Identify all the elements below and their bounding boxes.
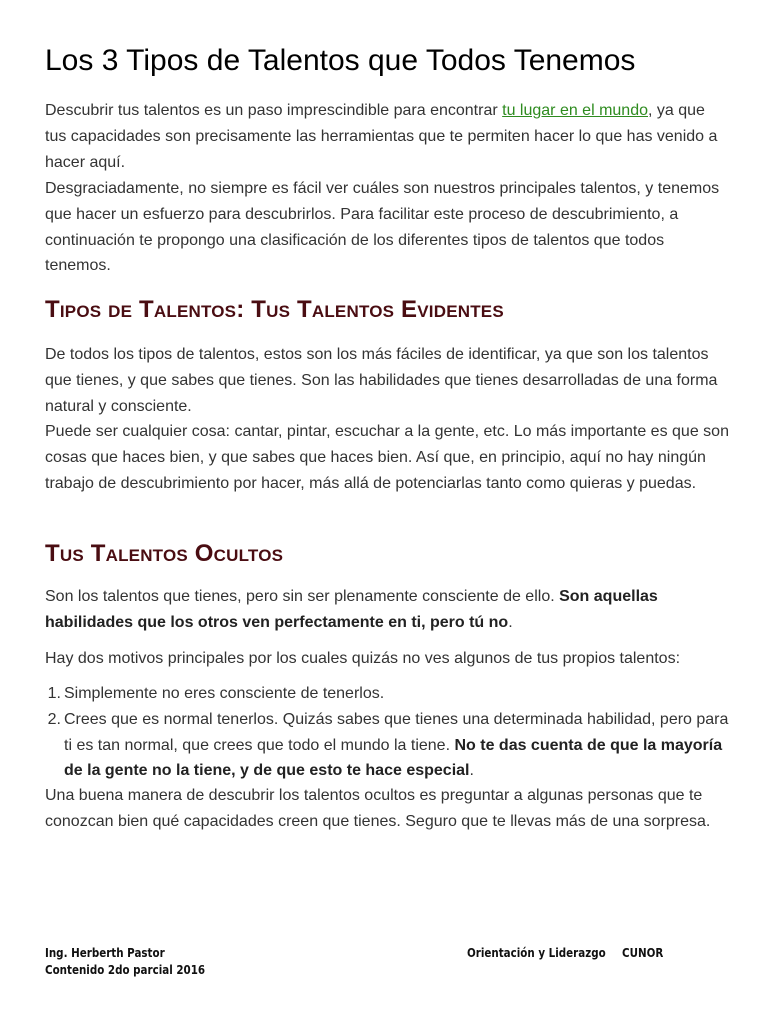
intro-text-before-link: Descubrir tus talentos es un paso imprescindible para encontrar: [45, 102, 503, 119]
list-item: [45, 681, 730, 707]
footer-author: Ing. Herberth Pastor: [45, 946, 165, 960]
section-heading-ocultos: Tus Talentos Ocultos: [45, 540, 284, 567]
evidentes-paragraph-1: De todos los tipos de talentos, estos son los más fáciles de identificar, ya que son los talentos que tienes, y que sabes que tienes. Son las habilidades que tienes desarrolladas de una forma natural y consciente.: [45, 346, 718, 415]
list-item-text: [64, 681, 730, 707]
list-item-number: 2.: [47, 710, 61, 728]
list-item-number: 1.: [47, 685, 61, 702]
list-item-period: .: [469, 762, 474, 780]
footer-course: Orientación y Liderazgo: [467, 946, 606, 960]
ocultos-paragraph-3: Una buena manera de descubrir los talentos ocultos es preguntar a algunas personas que te conozcan bien qué capacidades creen que tienes. Seguro que te llevas más de una sorpresa.: [45, 787, 711, 830]
page-title: Los 3 Tipos de Talentos que Todos Tenemos: [45, 44, 636, 77]
ocultos-paragraph-1: [45, 584, 730, 636]
ocultos-period: .: [508, 613, 513, 631]
footer-content: Contenido 2do parcial 2016: [45, 963, 206, 977]
list-item: [45, 707, 730, 784]
evidentes-paragraph-2: Puede ser cualquier cosa: cantar, pintar, escuchar a la gente, etc. Lo más importante es que son cosas que haces bien, y que sabes que haces bien. Así que, en principio, aquí no hay ningún trabajo de descubrimiento por hacer, más allá de potenciarlas tanto como quieras y puedas.: [45, 423, 729, 492]
ocultos-text: Son los talentos que tienes, pero sin ser plenamente consciente de ello.: [45, 588, 560, 605]
footer-left: [45, 945, 205, 979]
intro-text-after-link: , ya que tus capacidades son precisamente las herramientas que te permiten hacer lo que has venido a hacer aquí.: [45, 102, 718, 171]
intro-paragraph-2: Desgraciadamente, no siempre es fácil ver cuáles son nuestros principales talentos, y tenemos que hacer un esfuerzo para descubrirlos. Para facilitar este proceso de descubrimiento, a continuación te propongo una clasificación de los diferentes tipos de talentos que todos tenemos.: [45, 180, 720, 275]
section-heading-evidentes: Tipos de Talentos: Tus Talentos Evidentes: [45, 296, 504, 323]
ocultos-bold-text: Son aquellas habilidades que los otros ven perfectamente en ti, pero tú no: [45, 588, 658, 631]
tu-lugar-link[interactable]: tu lugar en el mundo: [502, 102, 648, 119]
reasons-list: [45, 681, 730, 784]
intro-paragraph-1: [45, 98, 730, 175]
list-item-bold: No te das cuenta de que la mayoría de la gente no la tiene, y de que esto te hace especial: [64, 736, 723, 780]
footer-institution: CUNOR: [622, 946, 664, 960]
list-item-plain: Simplemente no eres consciente de tenerlos.: [64, 685, 385, 702]
list-item-plain: Crees que es normal tenerlos. Quizás sabes que tienes una determinada habilidad, pero para ti es tan normal, que crees que todo el mundo la tiene.: [64, 710, 729, 754]
ocultos-paragraph-2: Hay dos motivos principales por los cuales quizás no ves algunos de tus propios talentos:: [45, 650, 681, 667]
list-item-text: [64, 707, 730, 784]
